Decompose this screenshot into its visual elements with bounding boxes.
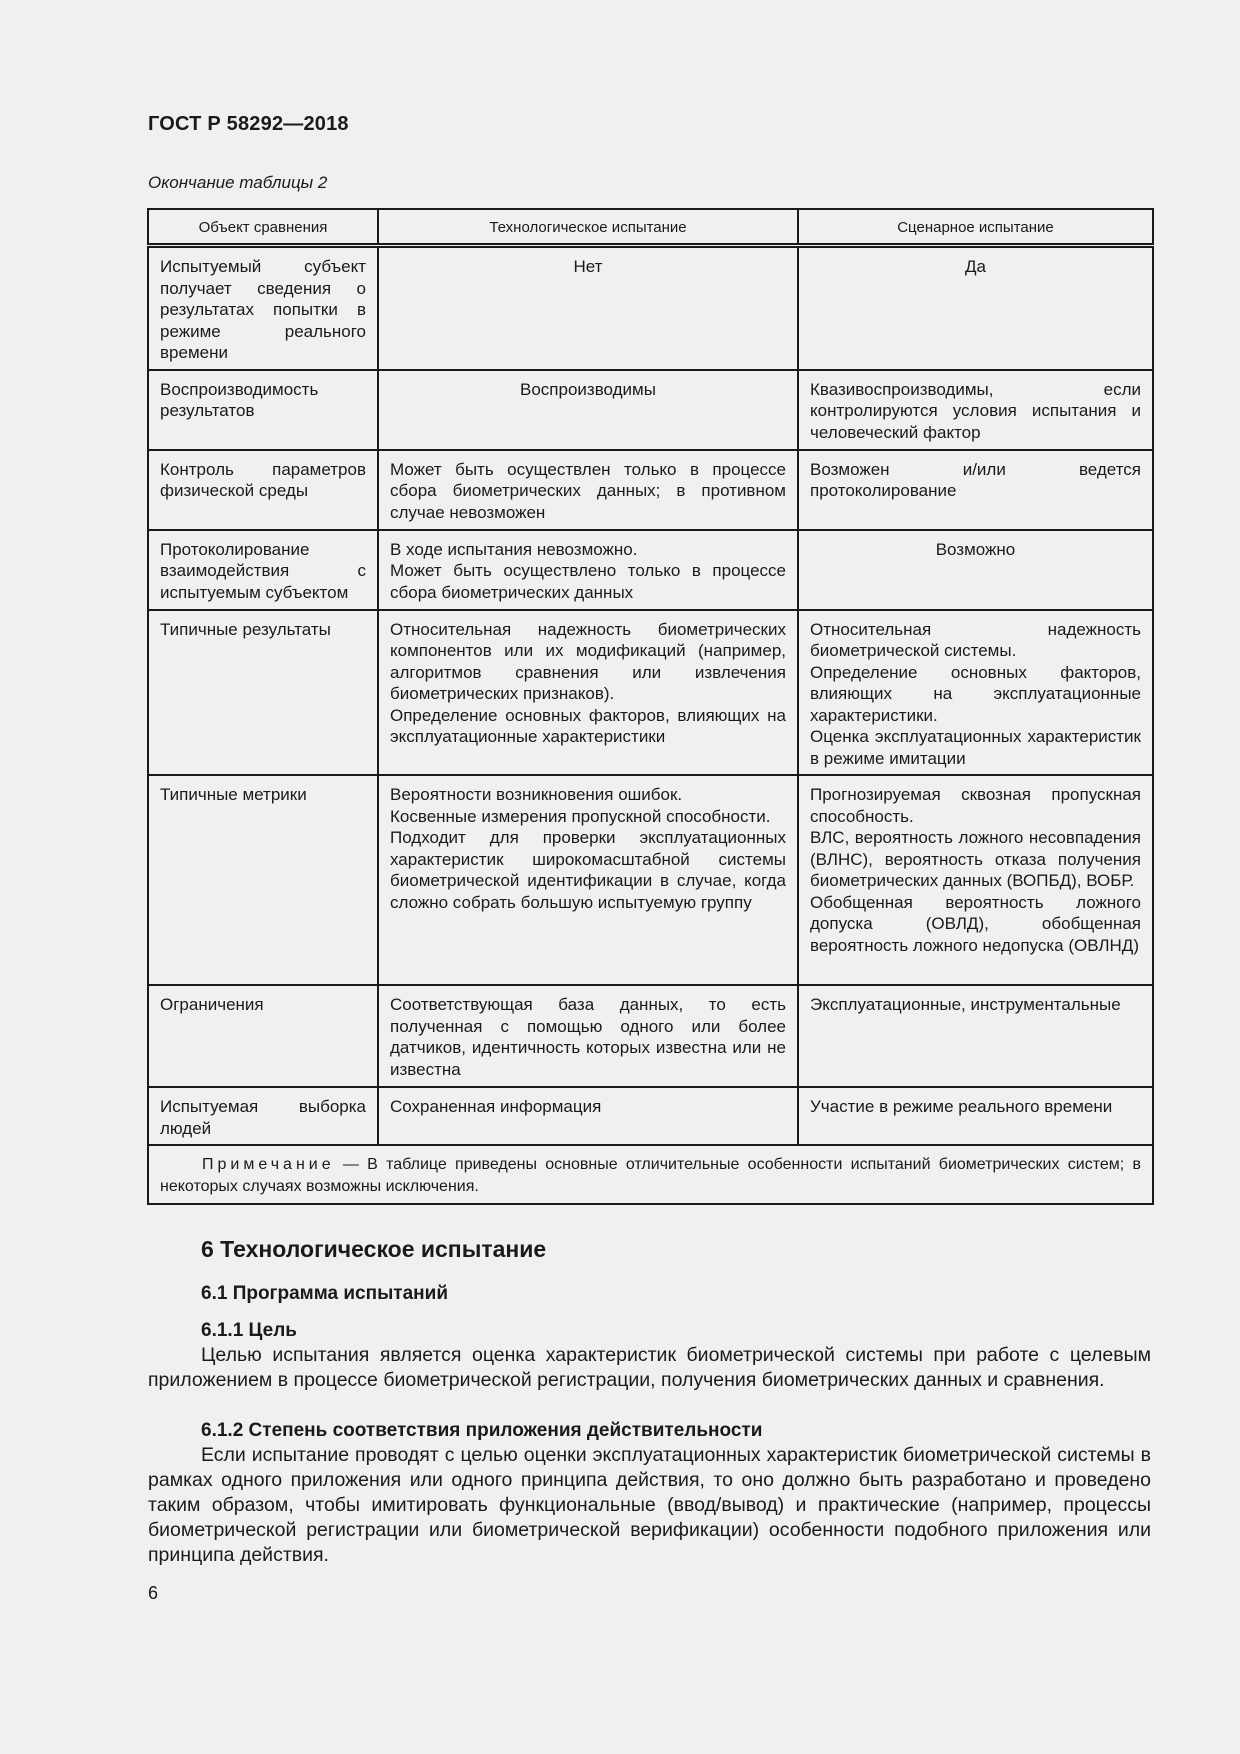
cell-scenario: Возможен и/или ведется протоколирование bbox=[798, 450, 1153, 530]
table-note-row bbox=[148, 1145, 1153, 1204]
cell-scenario: Эксплуатационные, инструментальные bbox=[798, 985, 1153, 1087]
document-standard-id: ГОСТ Р 58292—2018 bbox=[148, 113, 349, 135]
column-header-object: Объект сравнения bbox=[148, 209, 378, 246]
cell-tech: Сохраненная информация bbox=[378, 1087, 798, 1145]
table-row bbox=[148, 775, 1153, 985]
cell-scenario: Участие в режиме реального времени bbox=[798, 1087, 1153, 1145]
column-header-tech: Технологическое испытание bbox=[378, 209, 798, 246]
subsubsection-title-goal: 6.1.1 Цель bbox=[201, 1320, 297, 1341]
paragraph-goal: Целью испытания является оценка характеристик биометрической системы при работе с целевым приложением в процессе биометрической регистрации, получения биометрических данных и сравнения. bbox=[148, 1344, 1151, 1391]
table-row bbox=[148, 530, 1153, 610]
cell-object: Ограничения bbox=[148, 985, 378, 1087]
table-row bbox=[148, 450, 1153, 530]
page-number: 6 bbox=[148, 1583, 159, 1603]
note-label: Примечание bbox=[202, 1156, 335, 1173]
cell-tech: Соответствующая база данных, то есть полученная с помощью одного или более датчиков, идентичность которых известна или не известна bbox=[378, 985, 798, 1087]
table-row bbox=[148, 370, 1153, 450]
table-row bbox=[148, 610, 1153, 776]
comparison-table bbox=[147, 208, 1154, 1205]
cell-tech: Относительная надежность биометрических компонентов или их модификаций (например, алгоритмов сравнения или извлечения биометрических признаков). Определение основных факторов, влияющих на эксплуатационные характеристики bbox=[378, 610, 798, 776]
cell-object: Протоколирование взаимодействия с испытуемым субъектом bbox=[148, 530, 378, 610]
cell-tech: В ходе испытания невозможно. Может быть осуществлено только в процессе сбора биометрических данных bbox=[378, 530, 798, 610]
table-header-row bbox=[148, 209, 1153, 246]
cell-tech: Может быть осуществлен только в процессе сбора биометрических данных; в противном случае невозможен bbox=[378, 450, 798, 530]
cell-scenario: Относительная надежность биометрической системы. Определение основных факторов, влияющих на эксплуатационные характеристики. Оценка эксплуатационных характеристик в режиме имитации bbox=[798, 610, 1153, 776]
cell-object: Воспроизводимость результатов bbox=[148, 370, 378, 450]
table-row bbox=[148, 246, 1153, 370]
cell-scenario: Квазивоспроизводимы, если контролируются условия испытания и человеческий фактор bbox=[798, 370, 1153, 450]
cell-scenario: Прогнозируемая сквозная пропускная способность. ВЛС, вероятность ложного несовпадения (ВЛНС), вероятность отказа получения биометрических данных (ВОПБД), ВОБР. Обобщенная вероятность ложного допуска (ОВЛД), обобщенная вероятность ложного недопуска (ОВЛНД) bbox=[798, 775, 1153, 985]
table-caption: Окончание таблицы 2 bbox=[148, 173, 328, 192]
subsubsection-title-conformity: 6.1.2 Степень соответствия приложения действительности bbox=[201, 1420, 763, 1441]
cell-object: Испытуемый субъект получает сведения о результатах попытки в режиме реального времени bbox=[148, 246, 378, 370]
table-row bbox=[148, 1087, 1153, 1145]
cell-scenario: Возможно bbox=[798, 530, 1153, 610]
cell-tech: Вероятности возникновения ошибок. Косвенные измерения пропускной способности. Подходит для проверки эксплуатационных характеристик широкомасштабной системы биометрической идентификации в случае, когда сложно собрать большую испытуемую группу bbox=[378, 775, 798, 985]
cell-object: Испытуемая выборка людей bbox=[148, 1087, 378, 1145]
table-note bbox=[148, 1145, 1153, 1204]
note-text: — В таблице приведены основные отличительные особенности испытаний биометрических систем; в некоторых случаях возможны исключения. bbox=[160, 1156, 1141, 1195]
cell-object: Контроль параметров физической среды bbox=[148, 450, 378, 530]
cell-tech: Воспроизводимы bbox=[378, 370, 798, 450]
paragraph-conformity: Если испытание проводят с целью оценки эксплуатационных характеристик биометрической системы в рамках одного приложения или одного принципа действия, то оно должно быть разработано и проведено таким образом, чтобы имитировать функциональные (ввод/вывод) и практические (например, процессы биометрической регистрации или биометрической верификации) особенности подобного приложения или принципа действия. bbox=[148, 1444, 1151, 1566]
column-header-scenario: Сценарное испытание bbox=[798, 209, 1153, 246]
cell-object: Типичные результаты bbox=[148, 610, 378, 776]
section-title: 6 Технологическое испытание bbox=[201, 1236, 547, 1262]
cell-tech: Нет bbox=[378, 246, 798, 370]
subsection-title: 6.1 Программа испытаний bbox=[201, 1283, 449, 1304]
table-row bbox=[148, 985, 1153, 1087]
cell-object: Типичные метрики bbox=[148, 775, 378, 985]
cell-scenario: Да bbox=[798, 246, 1153, 370]
